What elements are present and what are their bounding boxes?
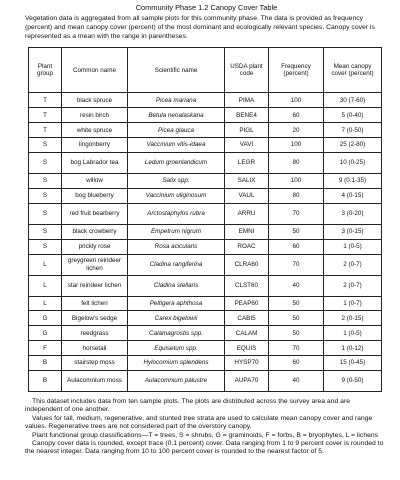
note-paragraph: Values for tall, medium, regenerative, and stunted tree strata are used to calculate mean canopy cover and range values. Regenerative trees are not considered part of the overstory canopy. [25, 414, 373, 431]
table-row [29, 173, 382, 188]
header-common-name: Common name [62, 48, 128, 93]
cell-canopy-cover: 2 (0-7) [324, 254, 382, 275]
cell-canopy-cover: 7 (0-50) [324, 123, 382, 138]
cell-usda-code: CALAM [225, 326, 269, 341]
cell-frequency: 50 [269, 224, 324, 239]
cell-usda-code: CLST60 [225, 275, 269, 296]
cell-plant-group: T [29, 123, 62, 138]
header-frequency: Frequency (percent) [269, 48, 324, 93]
header-plant-group: Plant group [29, 48, 62, 93]
cell-scientific-name: Vaccinium uliginosum [128, 188, 225, 203]
cell-scientific-name: Peltigera aphthosa [128, 296, 225, 311]
cell-scientific-name: Salix spp. [128, 173, 225, 188]
cell-scientific-name: Rosa acicularis [128, 239, 225, 254]
header-canopy-cover: Mean canopy cover (percent) [324, 48, 382, 93]
cell-frequency: 70 [269, 254, 324, 275]
note-paragraph: Canopy cover data is rounded, except trace (0.1 percent) cover. Data ranging from 1 to 9 percent cover is rounded to the nearest integer. Data ranging from 10 to 100 percent cover is rounded to the nearest factor of 5. [25, 440, 384, 456]
cell-usda-code: AUPA70 [225, 370, 269, 391]
cell-canopy-cover: 1 (0-12) [324, 341, 382, 356]
cell-scientific-name: Vaccinium vitis-idaea [128, 138, 225, 153]
cell-usda-code: PIGL [225, 123, 269, 138]
cell-plant-group: S [29, 138, 62, 153]
cell-frequency: 20 [269, 123, 324, 138]
page-title: Community Phase 1.2 Canopy Cover Table [135, 3, 278, 12]
cell-frequency: 100 [269, 173, 324, 188]
cell-plant-group: T [29, 108, 62, 123]
table-body [29, 93, 382, 392]
cell-common-name: black crowberry [62, 224, 128, 239]
cell-scientific-name: Hylocomium splendens [128, 356, 225, 371]
cell-frequency: 50 [269, 311, 324, 326]
cell-canopy-cover: 1 (0-5) [324, 326, 382, 341]
cell-usda-code: HYSP70 [225, 356, 269, 371]
cell-plant-group: B [29, 370, 62, 391]
table-row [29, 239, 382, 254]
cell-plant-group: S [29, 224, 62, 239]
table-row [29, 296, 382, 311]
table-row [29, 254, 382, 275]
cell-common-name: Aulacomnium moss [62, 370, 128, 391]
cell-plant-group: G [29, 311, 62, 326]
cell-frequency: 60 [269, 356, 324, 371]
cell-usda-code: EMNI [225, 224, 269, 239]
cell-frequency: 50 [269, 326, 324, 341]
intro-paragraph: Vegetation data is aggregated from all sample plots for this community phase. The data is provided as frequency (percent) and mean canopy cover (percent) of the most dominant and ecologically relevant species. Canopy cover is represented as a mean with the range in parentheses. [25, 15, 375, 40]
cell-usda-code: PEAP60 [225, 296, 269, 311]
note-paragraph: Plant functional group classifications—T = trees, S = shrubs, G = graminoids, F = forbs, B = bryophytes, L = lichens [32, 431, 379, 439]
cell-common-name: horsetail [62, 341, 128, 356]
cell-plant-group: T [29, 93, 62, 108]
cell-common-name: black spruce [62, 93, 128, 108]
cell-plant-group: S [29, 239, 62, 254]
cell-plant-group: S [29, 152, 62, 173]
cell-canopy-cover: 1 (0-5) [324, 239, 382, 254]
cell-common-name: lingonberry [62, 138, 128, 153]
cell-canopy-cover: 5 (0-40) [324, 108, 382, 123]
notes-section [25, 398, 388, 457]
cell-scientific-name: Arctostaphylos rubra [128, 203, 225, 224]
cell-frequency: 80 [269, 152, 324, 173]
cell-scientific-name: Carex bigelowii [128, 311, 225, 326]
cell-common-name: star reindeer lichen [62, 275, 128, 296]
cell-frequency: 70 [269, 341, 324, 356]
cell-frequency: 50 [269, 296, 324, 311]
cell-scientific-name: Aulacomnium palustre [128, 370, 225, 391]
cell-usda-code: PIMA [225, 93, 269, 108]
table-row [29, 356, 382, 371]
canopy-cover-table [28, 47, 382, 392]
table-row [29, 326, 382, 341]
cell-common-name: bog Labrador tea [62, 152, 128, 173]
cell-common-name: red fruit bearberry [62, 203, 128, 224]
cell-scientific-name: Picea glauca [128, 123, 225, 138]
table-row [29, 311, 382, 326]
note-paragraph: This dataset includes data from ten sample plots. The plots are distributed across the survey area and are independent of one another. [25, 397, 350, 414]
cell-frequency: 100 [269, 93, 324, 108]
table-row [29, 341, 382, 356]
table-row [29, 123, 382, 138]
table-row [29, 188, 382, 203]
cell-canopy-cover: 25 (2-80) [324, 138, 382, 153]
table-row [29, 203, 382, 224]
cell-canopy-cover: 15 (0-45) [324, 356, 382, 371]
cell-canopy-cover: 1 (0-7) [324, 296, 382, 311]
cell-common-name: white spruce [62, 123, 128, 138]
cell-plant-group: L [29, 254, 62, 275]
cell-common-name: greygreen reindeer lichen [62, 254, 128, 275]
cell-canopy-cover: 9 (0.1-35) [324, 173, 382, 188]
cell-common-name: Bigelow's sedge [62, 311, 128, 326]
header-scientific-name: Scientific name [128, 48, 225, 93]
cell-scientific-name: Betula neoalaskana [128, 108, 225, 123]
cell-scientific-name: Empetrum nigrum [128, 224, 225, 239]
cell-plant-group: S [29, 173, 62, 188]
cell-usda-code: LEGR [225, 152, 269, 173]
table-row [29, 275, 382, 296]
cell-common-name: prickly rose [62, 239, 128, 254]
cell-frequency: 40 [269, 275, 324, 296]
cell-scientific-name: Cladina stellaris [128, 275, 225, 296]
cell-scientific-name: Cladina rangiferina [128, 254, 225, 275]
cell-plant-group: B [29, 356, 62, 371]
cell-frequency: 60 [269, 239, 324, 254]
cell-usda-code: ROAC [225, 239, 269, 254]
cell-usda-code: CLRA60 [225, 254, 269, 275]
cell-plant-group: S [29, 203, 62, 224]
table-row [29, 93, 382, 108]
cell-plant-group: L [29, 296, 62, 311]
cell-common-name: resin birch [62, 108, 128, 123]
cell-usda-code: ARRU [225, 203, 269, 224]
cell-frequency: 60 [269, 108, 324, 123]
cell-usda-code: VAVI [225, 138, 269, 153]
cell-scientific-name: Calamagrostis spp. [128, 326, 225, 341]
cell-usda-code: EQUIS [225, 341, 269, 356]
cell-common-name: stairstep moss [62, 356, 128, 371]
cell-usda-code: SALIX [225, 173, 269, 188]
cell-scientific-name: Equisetum spp. [128, 341, 225, 356]
cell-frequency: 80 [269, 188, 324, 203]
cell-usda-code: VAUL [225, 188, 269, 203]
cell-canopy-cover: 2 (0-7) [324, 275, 382, 296]
cell-usda-code: BENE4 [225, 108, 269, 123]
cell-canopy-cover: 30 (7-60) [324, 93, 382, 108]
cell-canopy-cover: 9 (0-50) [324, 370, 382, 391]
table-row [29, 108, 382, 123]
table-row [29, 138, 382, 153]
cell-frequency: 40 [269, 370, 324, 391]
table-row [29, 152, 382, 173]
cell-plant-group: F [29, 341, 62, 356]
cell-canopy-cover: 3 (0-20) [324, 203, 382, 224]
table-header-row [29, 48, 382, 93]
cell-canopy-cover: 2 (0-15) [324, 311, 382, 326]
cell-common-name: felt lichen [62, 296, 128, 311]
cell-common-name: bog blueberry [62, 188, 128, 203]
cell-canopy-cover: 4 (0-15) [324, 188, 382, 203]
cell-plant-group: L [29, 275, 62, 296]
cell-canopy-cover: 3 (0-15) [324, 224, 382, 239]
cell-frequency: 100 [269, 138, 324, 153]
cell-common-name: willow [62, 173, 128, 188]
table-row [29, 224, 382, 239]
cell-canopy-cover: 10 (0-25) [324, 152, 382, 173]
cell-plant-group: S [29, 188, 62, 203]
cell-plant-group: G [29, 326, 62, 341]
cell-usda-code: CABI5 [225, 311, 269, 326]
header-usda-code: USDA plant code [225, 48, 269, 93]
cell-common-name: reedgrass [62, 326, 128, 341]
cell-frequency: 70 [269, 203, 324, 224]
table-row [29, 370, 382, 391]
cell-scientific-name: Ledum groenlandicum [128, 152, 225, 173]
cell-scientific-name: Picea mariana [128, 93, 225, 108]
